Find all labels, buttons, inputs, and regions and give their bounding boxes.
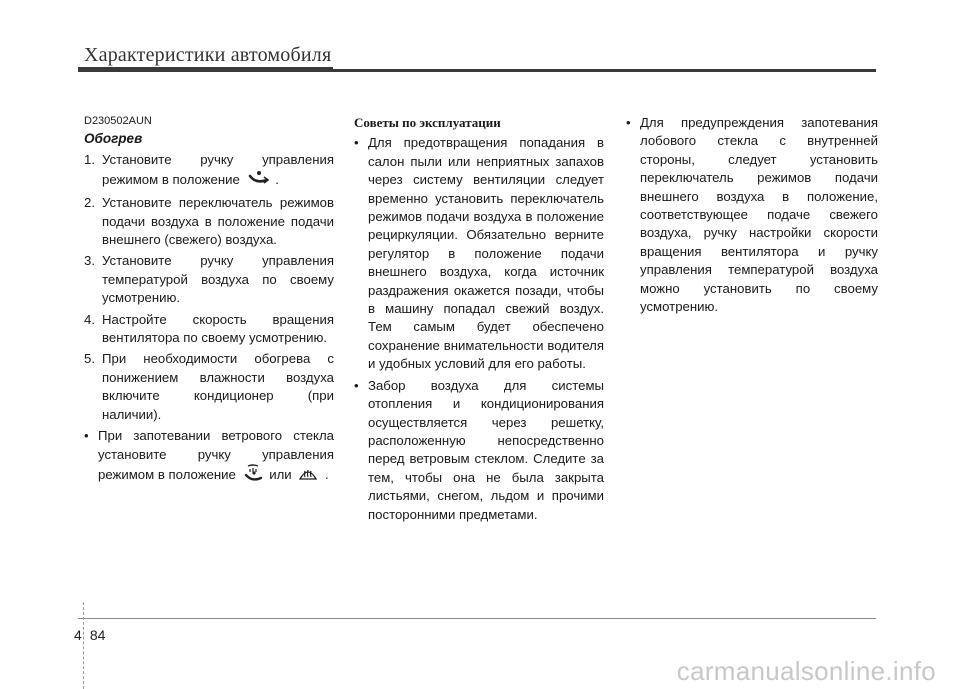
floor-defrost-icon: [243, 464, 263, 487]
bullet-text: Забор воздуха для системы отопления и кондиционирования осуществляется через решетку, расположенную непосредственно перед ветровым стеклом. Следите за тем, чтобы она не была закрыта листьями, снегом, льдом и прочими посторонними предметами.: [368, 377, 604, 522]
list-marker: 3.: [84, 253, 95, 269]
section-subheading: Обогрев: [84, 131, 143, 146]
defrost-icon: [298, 465, 318, 486]
bullet-item: [354, 134, 604, 373]
bullet-marker: •: [354, 135, 359, 151]
bullet-text: При запотевании ветрового стекла установите ручку управления режимом в положение или .: [98, 427, 334, 487]
list-text: Установите переключатель режимов подачи воздуха в положение подачи внешнего (свежего) воздуха.: [102, 195, 334, 248]
bullet-item: [626, 114, 878, 316]
column-heating: [84, 114, 334, 490]
bullet-text: Для предотвращения попадания в салон пыли или неприятных запахов через систему вентиляции следует временно установить переключатель режимов подачи воздуха в положение рециркуляции. Обязательно верните регулятор в положение подачи внешнего воздуха, когда источник раздражения окажется позади, чтобы в машину попадал свежий воздух. Тем самым будет обеспечено сохранение внимательности водителя и удобных условий для его работы.: [368, 135, 604, 372]
page-number: [74, 627, 105, 643]
list-text: Настройте скорость вращения вентилятора по своему усмотрению.: [102, 311, 334, 346]
list-text: Установите ручку управления режимом в положение .: [102, 151, 334, 191]
bullet-marker: •: [354, 377, 359, 393]
list-text: При необходимости обогрева с понижением влажности воздуха включите кондиционер (при наличии).: [102, 351, 334, 422]
list-marker: 2.: [84, 195, 95, 211]
footer-rule: [78, 618, 876, 619]
page-header-title: Характеристики автомобиля: [84, 44, 332, 66]
section-code: D230502AUN: [84, 115, 152, 127]
bullet-item: [354, 377, 604, 524]
bullet-marker: •: [84, 428, 89, 444]
list-marker: 5.: [84, 351, 95, 367]
header-rule: [78, 69, 876, 72]
list-item: [84, 311, 334, 348]
floor-heat-icon: [247, 170, 269, 191]
watermark: carmanualsonline.info: [676, 656, 936, 686]
column-tips: [354, 114, 604, 527]
page-number-value: 84: [89, 627, 106, 643]
list-item: [84, 151, 334, 191]
list-text: Установите ручку управления температурой воздуха по своему усмотрению.: [102, 253, 334, 306]
section-title: Советы по эксплуатации: [354, 115, 501, 130]
bullet-text: Для предупреждения запотевания лобового стекла с внутренней стороны, следует установить переключатель режимов подачи внешнего воздуха в положение, соответствующее подаче свежего воздуха, ручку настройки скорости вращения вентилятора и ручку управления температурой воздуха можно установить по своему усмотрению.: [640, 115, 878, 315]
bullet-item: [84, 427, 334, 487]
footer-divider: [83, 602, 84, 689]
list-marker: 4.: [84, 311, 95, 327]
list-marker: 1.: [84, 152, 95, 168]
list-item: [84, 194, 334, 249]
bullet-marker: •: [626, 115, 631, 130]
chapter-number: 4: [74, 627, 82, 643]
list-item: [84, 350, 334, 424]
list-item: [84, 252, 334, 307]
column-fog-prevention: [626, 114, 878, 319]
